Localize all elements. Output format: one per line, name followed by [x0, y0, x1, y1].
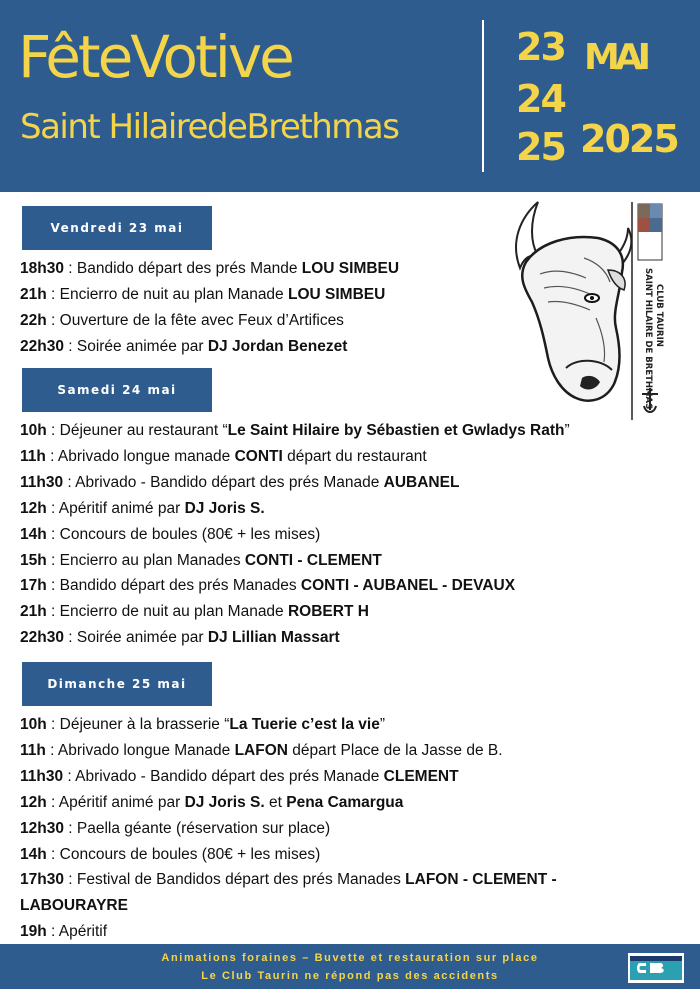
- event-text: : Concours de boules (80€ + les mises): [46, 845, 321, 863]
- event-text: : Apéritif animé par: [46, 793, 185, 811]
- event-line: [20, 551, 382, 571]
- event-time: 22h30: [20, 337, 64, 355]
- event-text: : Bandido départ des prés Mande: [63, 260, 302, 277]
- event-line: [20, 337, 347, 357]
- event-highlight: LAFON: [234, 741, 288, 759]
- event-time: 11h: [20, 447, 46, 465]
- event-highlight: LAFON - CLEMENT -: [405, 871, 557, 889]
- event-text: : Festival de Bandidos départ des prés Manades: [63, 871, 406, 889]
- event-highlight: ROBERT H: [287, 603, 369, 621]
- event-text: : Abrivado longue manade: [45, 447, 235, 465]
- event-line: [20, 576, 515, 596]
- event-line: [20, 525, 320, 545]
- club-taurin-bull-logo: [500, 198, 670, 420]
- logo-vertical-text-2: CLUB TAURIN: [654, 284, 664, 347]
- event-time: 15h: [20, 551, 47, 569]
- event-line: [20, 741, 503, 761]
- event-line: [20, 628, 340, 648]
- event-time: 11h: [20, 741, 46, 759]
- event-line: [20, 421, 570, 441]
- event-text: : Concours de boules (80€ + les mises): [46, 525, 321, 543]
- event-time: 10h: [20, 716, 47, 733]
- event-line: [20, 499, 265, 519]
- event-line: [20, 819, 330, 839]
- header-divider: [482, 20, 484, 172]
- event-line: [20, 845, 320, 865]
- event-highlight: DJ Joris S.: [184, 499, 265, 517]
- day-label-saturday: Samedi 24 mai: [22, 368, 212, 412]
- date-day-3: 25: [516, 125, 565, 169]
- event-time: 11h30: [20, 473, 64, 491]
- event-highlight: LOU SIMBEU: [301, 260, 400, 277]
- event-highlight: LABOURAYRE: [20, 897, 128, 915]
- event-text: : Paella géante (réservation sur place): [63, 819, 331, 837]
- date-day-2: 24: [516, 77, 565, 121]
- event-highlight: CONTI - AUBANEL - DEVAUX: [300, 577, 516, 595]
- event-time: 22h30: [20, 629, 64, 647]
- event-text: : Soirée animée par: [63, 629, 208, 647]
- event-line: [20, 259, 399, 279]
- event-line: [20, 870, 557, 890]
- event-highlight: LOU SIMBEU: [287, 285, 386, 303]
- event-time: 12h: [20, 793, 47, 811]
- event-time: 14h: [20, 845, 47, 863]
- event-location: Saint HilairedeBrethmas: [20, 107, 399, 147]
- event-highlight: Le Saint Hilaire by Sébastien et Gwladys Rath: [227, 422, 565, 439]
- event-text: : Déjeuner au restaurant “: [46, 422, 228, 439]
- event-line: [20, 473, 459, 493]
- event-time: 14h: [20, 525, 47, 543]
- event-time: 21h: [20, 603, 47, 621]
- event-time: 11h30: [20, 767, 64, 785]
- event-highlight: CONTI - CLEMENT: [244, 551, 382, 569]
- event-time: 12h: [20, 499, 47, 517]
- event-time: 17h: [20, 577, 47, 595]
- event-text: : Bandido départ des prés Manades: [46, 577, 301, 595]
- event-text: : Encierro de nuit au plan Manade: [46, 285, 288, 303]
- event-line: [20, 767, 459, 787]
- event-text: : Apéritif: [46, 923, 108, 941]
- event-line: [20, 715, 385, 735]
- event-time: 10h: [20, 422, 47, 439]
- event-text: : Abrivado longue Manade: [45, 741, 235, 759]
- event-time: 12h30: [20, 819, 64, 837]
- event-text: : Déjeuner à la brasserie “: [46, 716, 230, 733]
- event-time: 19h: [20, 923, 47, 941]
- event-time: 21h: [20, 285, 47, 303]
- event-text: départ du restaurant: [282, 447, 427, 465]
- event-highlight: DJ Jordan Benezet: [207, 337, 348, 355]
- day-label-friday: Vendredi 23 mai: [22, 206, 212, 250]
- event-text: : Abrivado - Bandido départ des prés Manade: [63, 767, 384, 785]
- event-line: [20, 447, 427, 467]
- event-highlight: DJ Lillian Massart: [207, 629, 340, 647]
- footer-banner: [0, 944, 700, 989]
- event-text: départ Place de la Jasse de B.: [287, 741, 503, 759]
- event-text: : Apéritif animé par: [46, 499, 185, 517]
- date-month: MAI: [584, 37, 647, 78]
- event-line: [20, 311, 344, 331]
- event-time: 22h: [20, 311, 47, 329]
- event-text: : Soirée animée par: [63, 337, 208, 355]
- footer-line-2: Le Club Taurin ne répond pas des accidents: [201, 970, 499, 982]
- event-highlight: La Tuerie c’est la vie: [229, 716, 380, 733]
- header-banner: [0, 0, 700, 192]
- event-line: [20, 922, 107, 942]
- event-text: et: [264, 793, 287, 811]
- date-year: 2025: [580, 117, 678, 161]
- event-text: : Encierro de nuit au plan Manade: [46, 603, 288, 621]
- event-line: [20, 602, 369, 622]
- event-text: : Encierro au plan Manades: [46, 551, 245, 569]
- cb-logo-icon: [628, 953, 684, 983]
- logo-vertical-text-1: SAINT HILAIRE DE BRETHMAS: [643, 268, 653, 410]
- event-text: : Abrivado - Bandido départ des prés Manade: [63, 473, 384, 491]
- event-highlight: CLEMENT: [383, 767, 459, 785]
- event-highlight: DJ Joris S.: [184, 793, 265, 811]
- event-title: FêteVotive: [18, 23, 292, 91]
- event-highlight: Pena Camargua: [286, 793, 404, 811]
- footer-line-1: Animations foraines – Buvette et restauration sur place: [161, 952, 539, 964]
- event-text: : Ouverture de la fête avec Feux d’Artifices: [46, 311, 344, 329]
- event-text: ”: [564, 422, 570, 439]
- event-highlight: CONTI: [234, 447, 283, 465]
- event-line: [20, 793, 403, 813]
- date-day-1: 23: [516, 25, 565, 69]
- event-text: ”: [379, 716, 386, 733]
- event-highlight: AUBANEL: [383, 473, 460, 491]
- event-line: [20, 285, 385, 305]
- day-label-sunday: Dimanche 25 mai: [22, 662, 212, 706]
- event-time: 18h30: [20, 260, 64, 277]
- event-line: [20, 896, 128, 916]
- event-time: 17h30: [20, 871, 64, 889]
